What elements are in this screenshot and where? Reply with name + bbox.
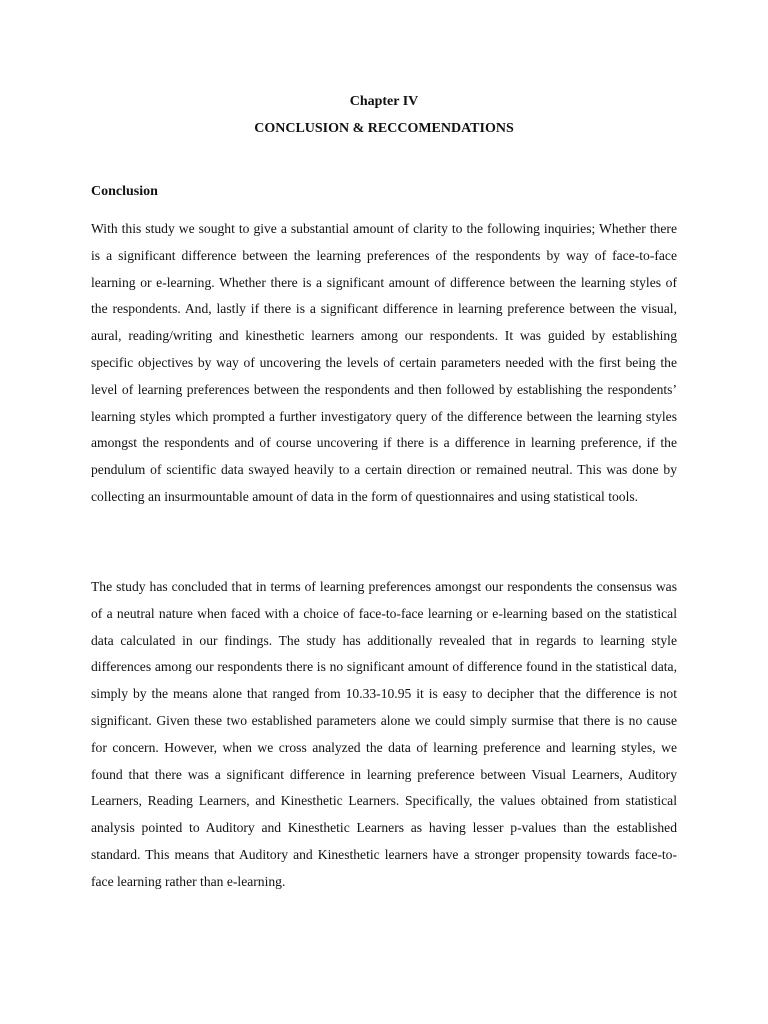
section-heading: Conclusion <box>91 184 158 199</box>
body-paragraph: With this study we sought to give a substantial amount of clarity to the following inquiries; Whether there is a significant difference between the learning preferences of the respondents by way of face-to-face learning or e-learning. Whether there is a significant amount of difference between the learning styles of the respondents. And, lastly if there is a significant difference in learning preference between the visual, aural, reading/writing and kinesthetic learners among our respondents. It was guided by establishing specific objectives by way of uncovering the levels of certain parameters needed with the first being the level of learning preferences between the respondents and then followed by establishing the respondents’ learning styles which prompted a further investigatory query of the difference between the learning styles amongst the respondents and of course uncovering if there is a difference in learning preference, if the pendulum of scientific data swayed heavily to a certain direction or remained neutral. This was done by collecting an insurmountable amount of data in the form of questionnaires and using statistical tools. <box>91 221 677 504</box>
body-paragraph: The study has concluded that in terms of learning preferences amongst our respondents the consensus was of a neutral nature when faced with a choice of face-to-face learning or e-learning based on the statistical data calculated in our findings. The study has additionally revealed that in regards to learning style differences among our respondents there is no significant amount of difference found in the statistical data, simply by the means alone that ranged from 10.33-10.95 it is easy to decipher that the difference is not significant. Given these two established parameters alone we could simply surmise that there is no cause for concern. However, when we cross analyzed the data of learning preference and learning styles, we found that there was a significant difference in learning preference between Visual Learners, Auditory Learners, Reading Learners, and Kinesthetic Learners. Specifically, the values obtained from statistical analysis pointed to Auditory and Kinesthetic Learners as having lesser p-values than the established standard. This means that Auditory and Kinesthetic learners have a stronger propensity towards face-to-face learning rather than e-learning. <box>91 579 677 889</box>
chapter-title: CONCLUSION & RECCOMENDATIONS <box>254 121 514 136</box>
chapter-label: Chapter IV <box>349 94 419 109</box>
